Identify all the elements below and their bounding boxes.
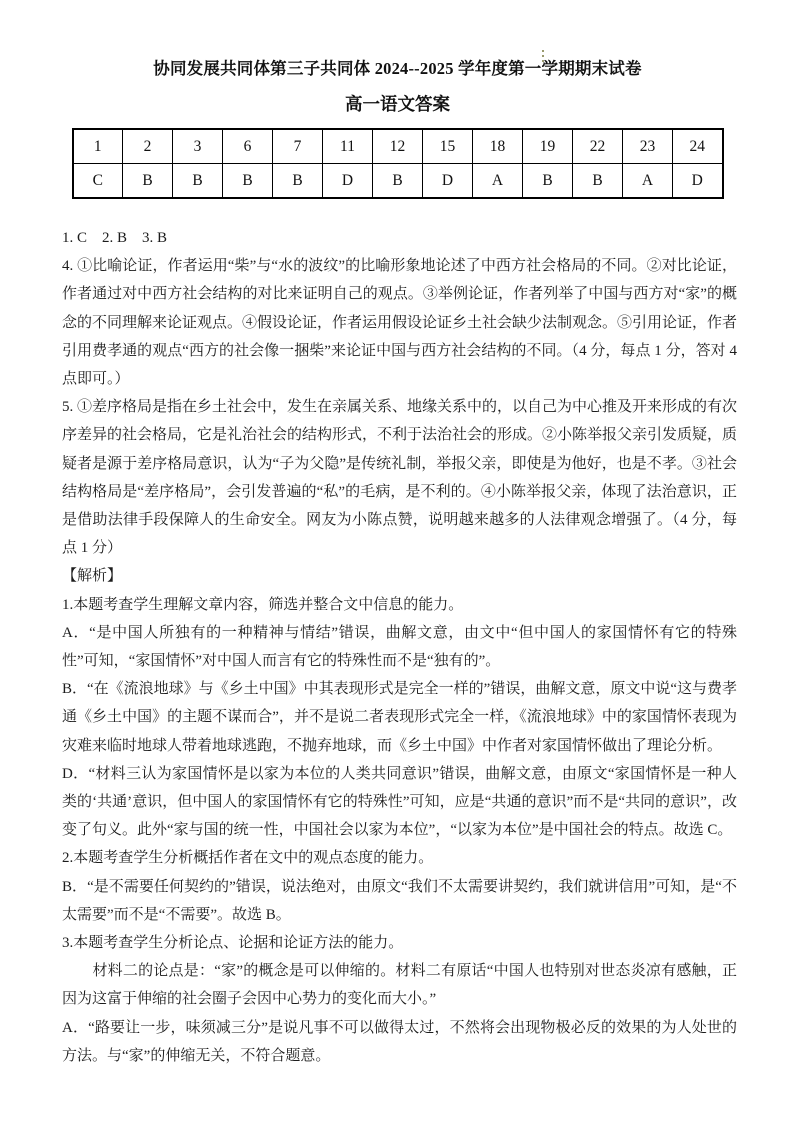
question-number-cell: 3 [173, 129, 223, 164]
question-number-cell: 15 [423, 129, 473, 164]
question-number-cell: 11 [323, 129, 373, 164]
analysis-q3-option-a: A．“路要让一步，味须减三分”是说凡事不可以做得太过，不然将会出现物极必反的效果的为人处世的方法。与“家”的伸缩无关，不符合题意。 [62, 1019, 737, 1064]
caret-dots-mark [542, 50, 544, 52]
answer-cell: B [223, 164, 273, 199]
question-number-cell: 23 [623, 129, 673, 164]
question-number-cell: 12 [373, 129, 423, 164]
question-number-cell: 2 [123, 129, 173, 164]
answer-letter-row [73, 164, 723, 199]
question-number-cell: 1 [73, 129, 123, 164]
question-number-cell: 7 [273, 129, 323, 164]
question-number-cell: 6 [223, 129, 273, 164]
analysis-header: 【解析】 [62, 568, 123, 585]
analysis-q1-option-d: D．“材料三认为家国情怀是以家为本位的人类共同意识”错误，曲解文意，由原文“家国情怀是一种人类的‘共通’意识，但中国人的家国情怀有它的特殊性”可知，应是“共通的意识”而不是“共同的意识”，改变了句义。此外“家与国的统一性，中国社会以家为本位”，“以家为本位”是中国社会的特点。故选 C。 [62, 765, 737, 839]
analysis-q3-intro: 3.本题考查学生分析论点、论据和论证方法的能力。 [62, 935, 404, 952]
answer-cell: B [373, 164, 423, 199]
analysis-q2-intro: 2.本题考查学生分析概括作者在文中的观点态度的能力。 [62, 850, 434, 867]
answer-cell: B [173, 164, 223, 199]
question-number-cell: 18 [473, 129, 523, 164]
answer-cell: B [273, 164, 323, 199]
question-number-cell: 19 [523, 129, 573, 164]
answer-cell: B [573, 164, 623, 199]
analysis-q1-intro: 1.本题考查学生理解文章内容，筛选并整合文中信息的能力。 [62, 596, 464, 613]
answer-cell: D [323, 164, 373, 199]
analysis-q3-thesis: 材料二的论点是：“家”的概念是可以伸缩的。材料二有原话“中国人也特别对世态炎凉有感触，正因为这富于伸缩的社会圈子会因中心势力的变化而大小。” [62, 963, 737, 1008]
page-subtitle: 高一语文答案 [345, 94, 450, 114]
answer-cell: B [523, 164, 573, 199]
question-number-cell: 24 [673, 129, 723, 164]
analysis-q1-option-b: B．“在《流浪地球》与《乡土中国》中其表现形式是完全一样的”错误，曲解文意，原文中说“这与费孝通《乡土中国》的主题不谋而合”，并不是说二者表现形式完全一样，《流浪地球》中的家国情怀表现为灾难来临时地球人带着地球逃跑，不抛弃地球，而《乡土中国》中作者对家国情怀做出了理论分析。 [62, 681, 737, 754]
answer-table [72, 128, 724, 199]
question-number-cell: 22 [573, 129, 623, 164]
answer-cell: D [423, 164, 473, 199]
answer-cell: C [73, 164, 123, 199]
answer-cell: B [123, 164, 173, 199]
question-number-row [73, 129, 723, 164]
answer-cell: A [473, 164, 523, 199]
answer-cell: D [673, 164, 723, 199]
answer-paragraph-q5: 5. ①差序格局是指在乡土社会中，发生在亲属关系、地缘关系中的，以自己为中心推及开来形成的有次序差异的社会格局，它是礼治社会的结构形式，不利于法治社会的形成。②小陈举报父亲引发质疑，质疑者是源于差序格局意识，认为“子为父隐”是传统礼制，举报父亲，即使是为他好，也是不孝。③社会结构格局是“差序格局”，会引发普遍的“私”的毛病，是不利的。④小陈举报父亲，体现了法治意识，正是借助法律手段保障人的生命安全。网友为小陈点赞，说明越来越多的人法律观念增强了。（4 分，每点 1 分） [62, 399, 738, 557]
analysis-q2-option-b: B．“是不需要任何契约的”错误，说法绝对，由原文“我们不太需要讲契约，我们就讲信用”可知，是“不太需要”而不是“不需要”。故选 B。 [62, 878, 737, 923]
answer-cell: A [623, 164, 673, 199]
analysis-q1-option-a: A．“是中国人所独有的一种精神与情结”错误，曲解文意，由文中“但中国人的家国情怀有它的特殊性”可知，“家国情怀”对中国人而言有它的特殊性而不是“独有的”。 [62, 624, 737, 670]
answer-explanations [62, 224, 741, 1070]
answer-paragraph-q4: 4. ①比喻论证，作者运用“柴”与“水的波纹”的比喻形象地论述了中西方社会格局的不同。②对比论证，作者通过对中西方社会结构的对比来证明自己的观点。③举例论证，作者列举了中国与西方对“家”的概念的不同理解来论证观点。④假设论证，作者运用假设论证乡土社会缺少法制观念。⑤引用论证，作者引用费孝通的观点“西方的社会像一捆柴”来论证中国与西方社会结构的不同。（4 分，每点 1 分，答对 4 点即可。） [62, 258, 741, 388]
page-title: 协同发展共同体第三子共同体 2024--2025 学年度第一学期期末试卷 [153, 59, 642, 78]
choice-answers-line: 1. C 2. B 3. B [62, 230, 168, 246]
